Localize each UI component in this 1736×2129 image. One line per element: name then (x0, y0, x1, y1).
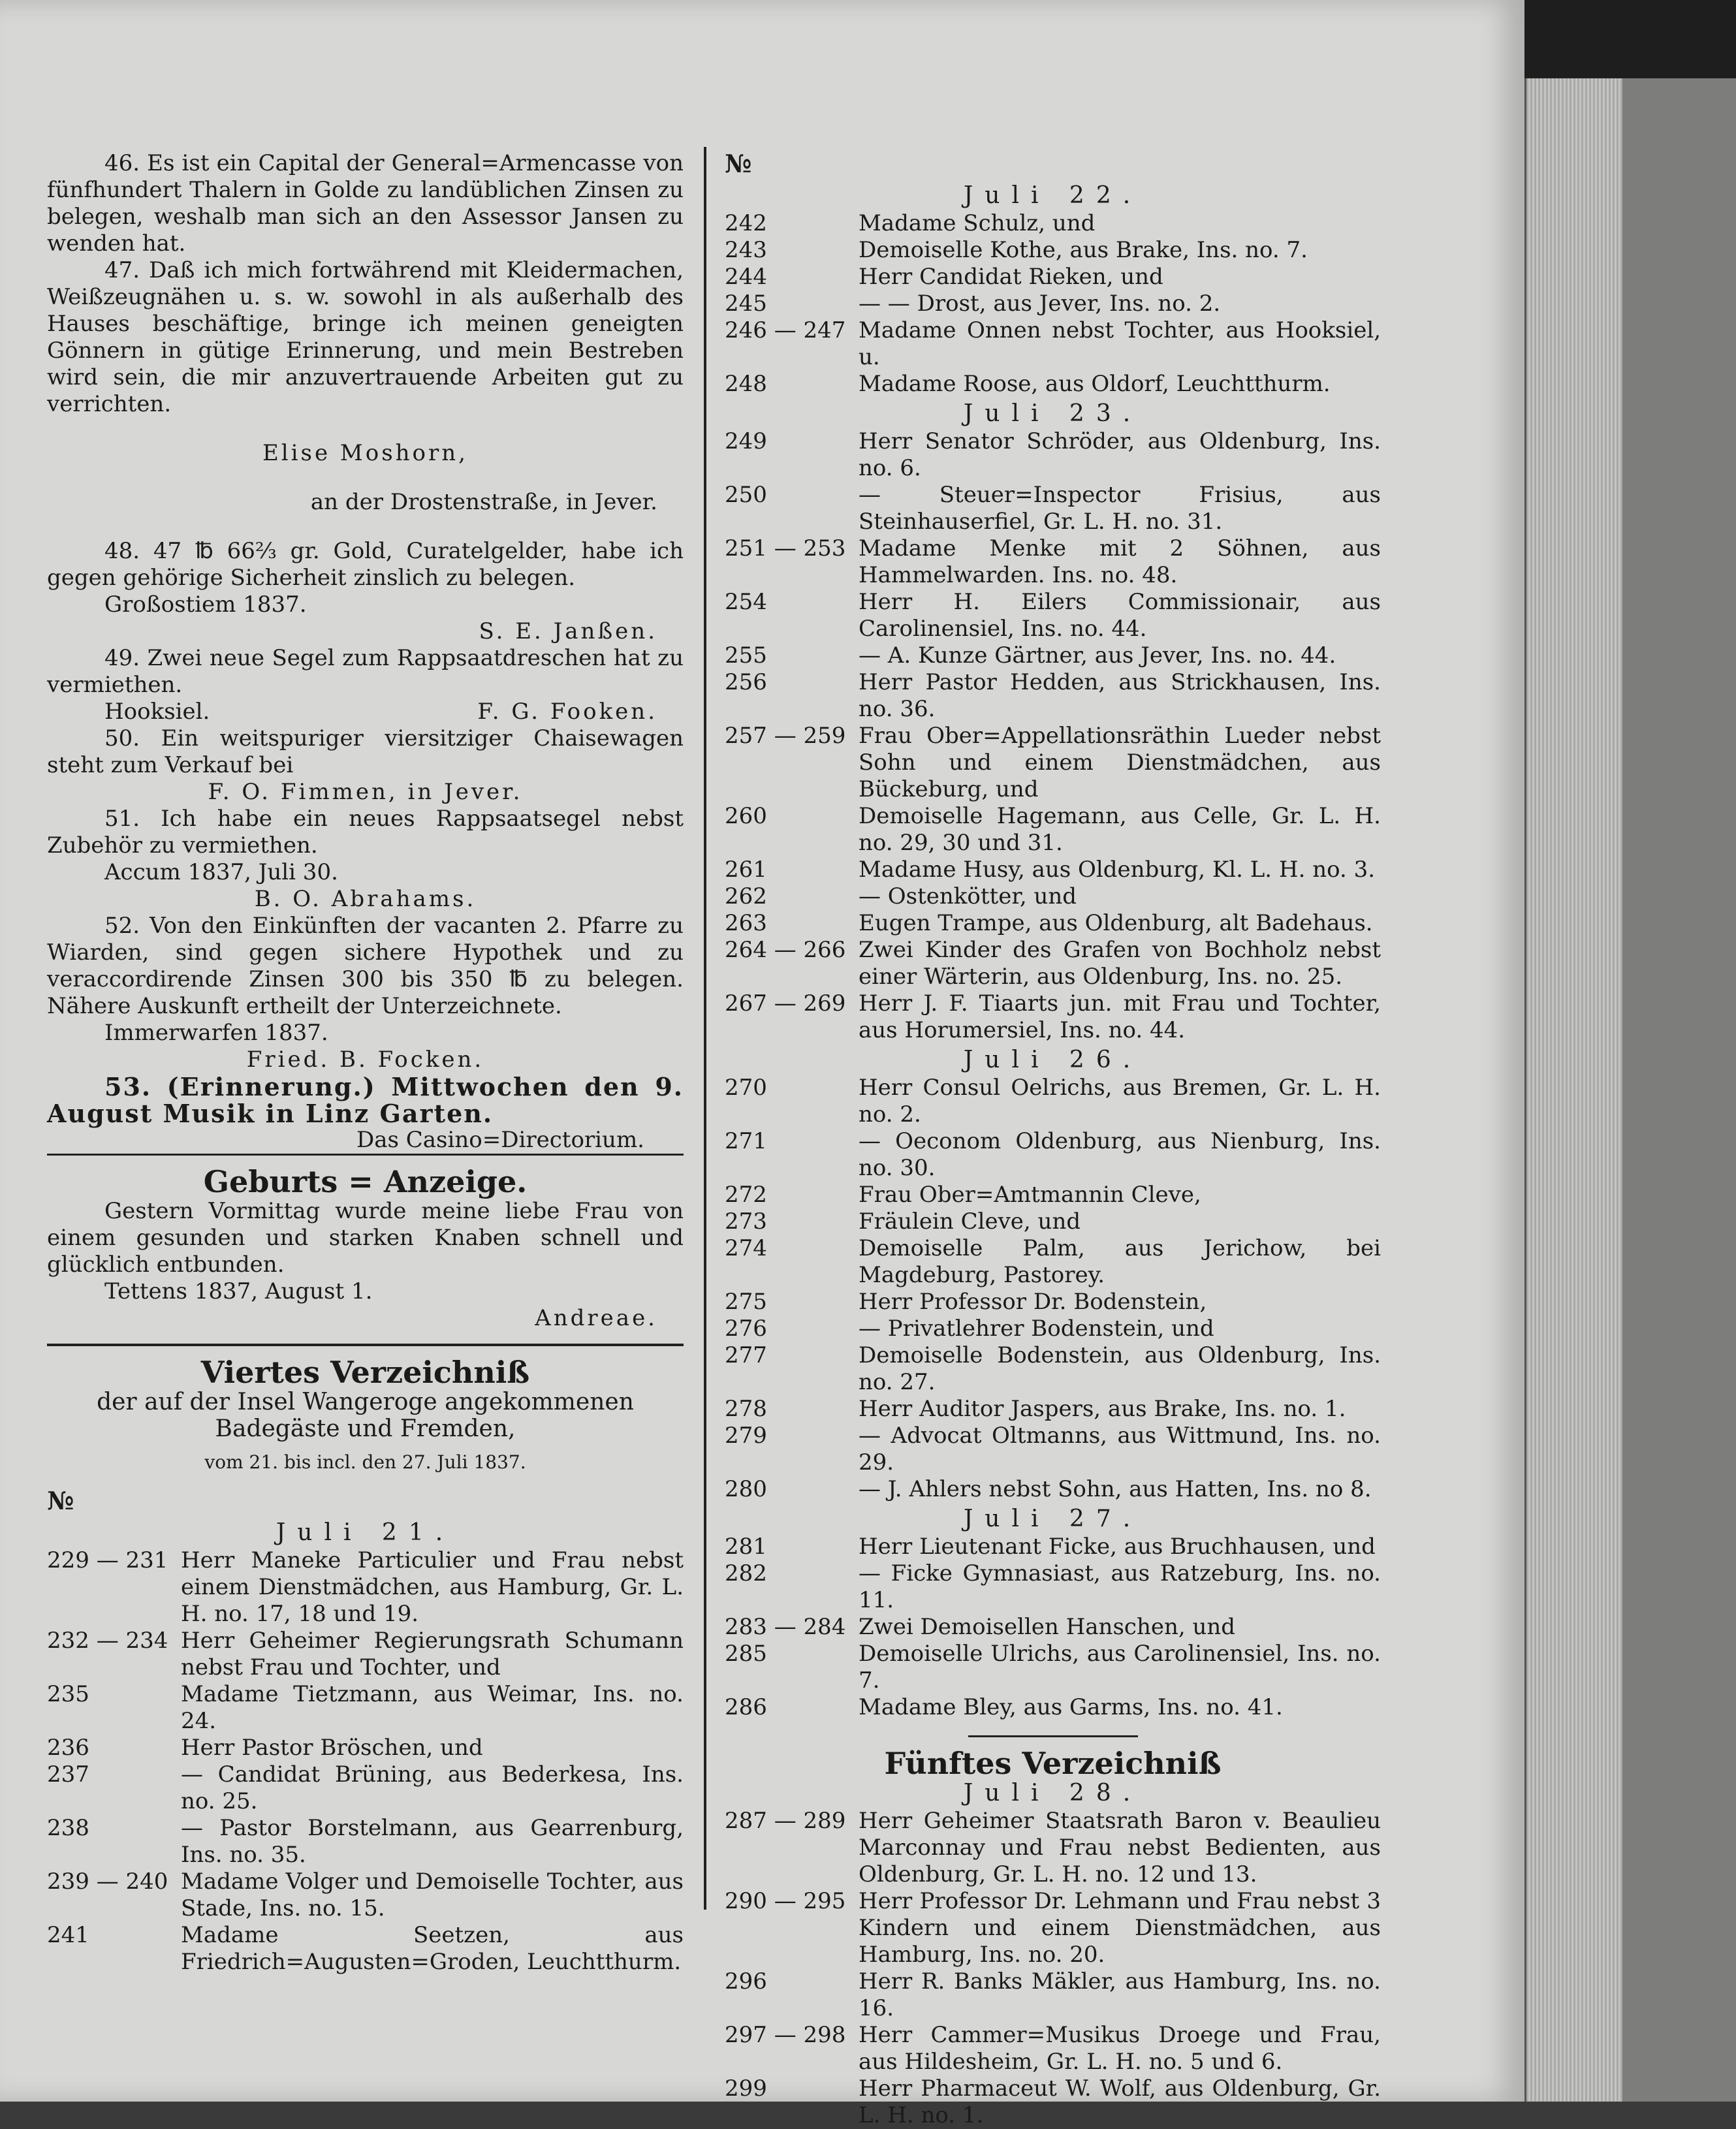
list-entry (725, 237, 1381, 264)
entry-number: 256 (725, 669, 767, 695)
entry-text: Herr J. F. Tiaarts jun. mit Frau und Tochter, aus Horumersiel, Ins. no. 44. (859, 990, 1381, 1043)
entry-text: Demoiselle Kothe, aus Brake, Ins. no. 7. (859, 237, 1308, 263)
ad-52-signature: Fried. B. Focken. (246, 1047, 484, 1073)
ad-51: 51. Ich habe ein neues Rappsaatsegel nebst Zubehör zu vermiethen. (47, 806, 684, 859)
list-entry (47, 1922, 684, 1976)
entry-number: 236 (47, 1735, 89, 1761)
fifth-list-title: Fünftes Verzeichniß (884, 1746, 1222, 1781)
list-entry (725, 317, 1381, 371)
list-entry (725, 2075, 1381, 2129)
entry-number: 239 — 240 (47, 1869, 168, 1895)
entry-text: Herr Maneke Particulier und Frau nebst einem Dienstmädchen, aus Hamburg, Gr. L. H. no. 17, 18 und 19. (181, 1547, 684, 1627)
entry-number: 232 — 234 (47, 1628, 168, 1654)
ad-53: 53. (Erinnerung.) Mittwochen den 9. August Musik in Linz Garten. (47, 1072, 684, 1128)
entry-text: Herr R. Banks Mäkler, aus Hamburg, Ins. no. 16. (859, 1968, 1381, 2021)
list-entry (725, 1423, 1381, 1476)
list-entry (725, 1235, 1381, 1289)
entry-number: 277 (725, 1342, 767, 1368)
entry-number: 283 — 284 (725, 1614, 846, 1640)
entry-text: Herr Senator Schröder, aus Oldenburg, Ins. no. 6. (859, 428, 1381, 481)
entry-number: 241 (47, 1922, 89, 1948)
list-entry (47, 1735, 684, 1761)
entry-number: 254 (725, 589, 767, 615)
entry-number: 296 (725, 1968, 767, 1995)
list-entry (725, 535, 1381, 589)
entry-text: Herr Pastor Bröschen, und (181, 1735, 483, 1761)
entry-number: 281 (725, 1534, 767, 1560)
list-entry (725, 1968, 1381, 2022)
list-entry (725, 428, 1381, 482)
list-entry (725, 1888, 1381, 1968)
entry-number: 257 — 259 (725, 723, 846, 749)
entry-number: 276 (725, 1316, 767, 1342)
entry-text: Demoiselle Ulrichs, aus Carolinensiel, Ins. no. 7. (859, 1641, 1381, 1694)
entry-text: Frau Ober=Amtmannin Cleve, (859, 1182, 1201, 1208)
entry-text: — — Drost, aus Jever, Ins. no. 2. (859, 291, 1221, 317)
list-entry (47, 1628, 684, 1681)
entry-number: 244 (725, 264, 767, 290)
ad-47-address: an der Drostenstraße, in Jever. (310, 489, 657, 515)
entry-text: Zwei Demoisellen Hanschen, und (859, 1614, 1236, 1640)
entry-text: Madame Seetzen, aus Friedrich=Augusten=Groden, Leuchtthurm. (181, 1922, 684, 1975)
list-entry (725, 990, 1381, 1044)
date-heading: Juli 22. (963, 182, 1143, 209)
entry-number: 264 — 266 (725, 937, 846, 963)
number-column-header: № (725, 149, 752, 178)
ad-51-signature: B. O. Abrahams. (254, 886, 477, 912)
entry-number: 235 (47, 1681, 89, 1707)
ad-48: 48. 47 ℔ 66⅔ gr. Gold, Curatelgelder, habe ich gegen gehörige Sicherheit zinslich zu belegen. (47, 538, 684, 591)
list-entry (47, 1547, 684, 1628)
book-cover-edge (1622, 78, 1736, 2102)
list-entry (725, 1128, 1381, 1182)
entry-number: 278 (725, 1396, 767, 1422)
entry-text: Madame Schulz, und (859, 210, 1096, 236)
entry-text: Frau Ober=Appellationsräthin Lueder nebst Sohn und einem Dienstmädchen, aus Bückeburg, und (859, 723, 1381, 802)
list-entry (47, 1815, 684, 1869)
entry-text: — Ostenkötter, und (859, 883, 1077, 909)
entry-number: 229 — 231 (47, 1547, 168, 1573)
entry-number: 299 (725, 2075, 767, 2102)
list-entry (725, 1641, 1381, 1694)
list-entry (725, 1694, 1381, 1721)
entry-number: 249 (725, 428, 767, 454)
list-entry (725, 803, 1381, 857)
entry-number: 270 (725, 1075, 767, 1101)
column-divider (704, 147, 706, 1910)
entry-text: — A. Kunze Gärtner, aus Jever, Ins. no. 44. (859, 642, 1336, 669)
right-column (725, 150, 1381, 2129)
entry-text: Zwei Kinder des Grafen von Bochholz nebst einer Wärterin, aus Oldenburg, Ins. no. 25. (859, 937, 1381, 990)
entry-text: Herr Professor Dr. Lehmann und Frau nebst 3 Kindern und einem Dienstmädchen, aus Hamburg, Ins. no. 20. (859, 1888, 1381, 1968)
birth-signature: Andreae. (535, 1305, 657, 1331)
list-entry (725, 857, 1381, 883)
list-entry (725, 291, 1381, 317)
entry-number: 261 (725, 857, 767, 883)
list-entry (47, 1869, 684, 1922)
entry-number: 238 (47, 1815, 89, 1841)
entry-text: Herr Candidat Rieken, und (859, 264, 1163, 290)
list-entry (725, 883, 1381, 910)
entry-number: 287 — 289 (725, 1808, 846, 1834)
entry-text: Eugen Trampe, aus Oldenburg, alt Badehaus. (859, 910, 1373, 936)
entry-number: 245 (725, 291, 767, 317)
list-entry (725, 1289, 1381, 1316)
list-entry (725, 2022, 1381, 2075)
number-column-header: № (47, 1486, 74, 1515)
entry-number: 237 (47, 1761, 89, 1788)
list-entry (725, 589, 1381, 642)
entry-number: 243 (725, 237, 767, 263)
list-entry (725, 669, 1381, 723)
list-entry (725, 937, 1381, 990)
guest-list (725, 1808, 1381, 2129)
list-entry (725, 1614, 1381, 1641)
entry-number: 242 (725, 210, 767, 236)
entry-text: — Ficke Gymnasiast, aus Ratzeburg, Ins. no. 11. (859, 1560, 1381, 1613)
entry-number: 262 (725, 883, 767, 909)
list-entry (725, 482, 1381, 535)
entry-text: — Advocat Oltmanns, aus Wittmund, Ins. no. 29. (859, 1423, 1381, 1475)
list-entry (725, 1075, 1381, 1128)
date-heading: Juli 26. (963, 1047, 1143, 1073)
ad-46: 46. Es ist ein Capital der General=Armencasse von fünfhundert Thalern in Golde zu landüblichen Zinsen zu belegen, weshalb man sich an den Assessor Jansen zu wenden hat. (47, 150, 684, 257)
list-entry (725, 910, 1381, 937)
list-entry (725, 642, 1381, 669)
ad-47: 47. Daß ich mich fortwährend mit Kleidermachen, Weißzeugnähen u. s. w. sowohl in als außerhalb des Hauses beschäftige, bringe ich meinen geneigten Gönnern in gütige Erinnerung, und mein Bestreben wird sein, die mir anzuvertrauende Arbeiten gut zu verrichten. (47, 257, 684, 417)
entry-number: 248 (725, 371, 767, 397)
entry-number: 290 — 295 (725, 1888, 846, 1914)
entry-number: 251 — 253 (725, 535, 846, 561)
ad-48-place: Großostiem 1837. (104, 591, 307, 618)
date-heading: Juli 28. (963, 1780, 1143, 1806)
entry-text: Madame Tietzmann, aus Weimar, Ins. no. 24. (181, 1681, 684, 1734)
entry-text: Herr Cammer=Musikus Droege und Frau, aus Hildesheim, Gr. L. H. no. 5 und 6. (859, 2022, 1381, 2075)
entry-number: 263 (725, 910, 767, 936)
entry-number: 260 (725, 803, 767, 829)
entry-text: Madame Volger und Demoiselle Tochter, aus Stade, Ins. no. 15. (181, 1869, 684, 1921)
list-entry (725, 371, 1381, 398)
entry-text: — Candidat Brüning, aus Bederkesa, Ins. no. 25. (181, 1761, 684, 1814)
entry-text: Fräulein Cleve, und (859, 1208, 1081, 1235)
left-column (47, 150, 684, 1976)
entry-text: — Steuer=Inspector Frisius, aus Steinhauserfiel, Gr. L. H. no. 31. (859, 482, 1381, 535)
list-entry (725, 264, 1381, 291)
entry-text: — J. Ahlers nebst Sohn, aus Hatten, Ins. no 8. (859, 1476, 1372, 1502)
entry-text: Demoiselle Hagemann, aus Celle, Gr. L. H. no. 29, 30 und 31. (859, 803, 1381, 856)
entry-number: 297 — 298 (725, 2022, 846, 2048)
ad-49: 49. Zwei neue Segel zum Rappsaatdreschen hat zu vermiethen. (47, 645, 684, 698)
entry-number: 280 (725, 1476, 767, 1502)
ad-53-signature: Das Casino=Directorium. (47, 1127, 684, 1156)
entry-text: — Pastor Borstelmann, aus Gearrenburg, Ins. no. 35. (181, 1815, 684, 1868)
entry-text: Herr Auditor Jaspers, aus Brake, Ins. no. 1. (859, 1396, 1346, 1422)
entry-number: 275 (725, 1289, 767, 1315)
list-entry (725, 210, 1381, 237)
date-heading: Juli 27. (963, 1506, 1143, 1532)
entry-text: Herr H. Eilers Commissionair, aus Carolinensiel, Ins. no. 44. (859, 589, 1381, 642)
entry-number: 250 (725, 482, 767, 508)
ad-50-signature: F. O. Fimmen, in Jever. (208, 779, 523, 805)
entry-number: 274 (725, 1235, 767, 1261)
entry-text: Madame Husy, aus Oldenburg, Kl. L. H. no. 3. (859, 857, 1376, 883)
entry-text: Herr Consul Oelrichs, aus Bremen, Gr. L. H. no. 2. (859, 1075, 1381, 1128)
entry-number: 279 (725, 1423, 767, 1449)
list-entry (725, 723, 1381, 803)
ad-49-place: Hooksiel. (104, 699, 210, 725)
book-page-edges (1524, 78, 1624, 2102)
list-entry (725, 1316, 1381, 1342)
list-title: Viertes Verzeichniß (200, 1355, 530, 1390)
entry-number: 267 — 269 (725, 990, 846, 1017)
guest-list (725, 182, 1381, 1721)
list-entry (725, 1182, 1381, 1208)
ad-51-place: Accum 1837, Juli 30. (104, 859, 338, 885)
entry-text: Herr Pharmaceut W. Wolf, aus Oldenburg, Gr. L. H. no. 1. (859, 2075, 1381, 2128)
list-entry (725, 1342, 1381, 1396)
entry-number: 246 — 247 (725, 317, 846, 343)
guest-list (47, 1547, 684, 1976)
entry-number: 286 (725, 1694, 767, 1720)
entry-text: Madame Roose, aus Oldorf, Leuchtthurm. (859, 371, 1331, 397)
list-entry (47, 1761, 684, 1815)
entry-text: Herr Professor Dr. Bodenstein, (859, 1289, 1207, 1315)
section-rule (968, 1735, 1138, 1737)
entry-number: 271 (725, 1128, 767, 1154)
list-entry (725, 1208, 1381, 1235)
entry-text: Herr Geheimer Staatsrath Baron v. Beaulieu Marconnay und Frau nebst Bedienten, aus Oldenburg, Gr. L. H. no. 12 und 13. (859, 1808, 1381, 1887)
entry-text: Herr Lieutenant Ficke, aus Bruchhausen, und (859, 1534, 1376, 1560)
list-entry (725, 1534, 1381, 1560)
list-entry (47, 1681, 684, 1735)
entry-text: Madame Onnen nebst Tochter, aus Hooksiel, u. (859, 317, 1381, 370)
list-entry (725, 1560, 1381, 1614)
entry-number: 272 (725, 1182, 767, 1208)
entry-text: Herr Pastor Hedden, aus Strickhausen, Ins. no. 36. (859, 669, 1381, 722)
list-entry (725, 1476, 1381, 1503)
ad-52-place: Immerwarfen 1837. (104, 1020, 328, 1046)
list-entry (725, 1396, 1381, 1423)
entry-number: 285 (725, 1641, 767, 1667)
entry-text: Demoiselle Palm, aus Jerichow, bei Magdeburg, Pastorey. (859, 1235, 1381, 1288)
ad-49-signature: F. G. Fooken. (477, 699, 657, 725)
birth-place: Tettens 1837, August 1. (104, 1278, 373, 1304)
ad-48-signature: S. E. Janßen. (479, 618, 657, 644)
date-heading: Juli 21. (276, 1519, 455, 1546)
entry-text: Herr Geheimer Regierungsrath Schumann nebst Frau und Tochter, und (181, 1628, 684, 1680)
entry-text: — Oeconom Oldenburg, aus Nienburg, Ins. no. 30. (859, 1128, 1381, 1181)
section-rule (47, 1344, 684, 1346)
date-heading: Juli 23. (963, 400, 1143, 427)
ad-52: 52. Von den Einkünften der vacanten 2. Pfarre zu Wiarden, sind gegen sichere Hypothek und zu veraccordirende Zinsen 300 bis 350 ℔ zu belegen. Nähere Auskunft ertheilt der Unterzeichnete. (47, 913, 684, 1019)
birth-heading: Geburts = Anzeige. (203, 1164, 528, 1199)
ad-47-signature: Elise Moshorn, (262, 440, 468, 466)
entry-number: 273 (725, 1208, 767, 1235)
entry-text: Madame Menke mit 2 Söhnen, aus Hammelwarden. Ins. no. 48. (859, 535, 1381, 588)
entry-text: Madame Bley, aus Garms, Ins. no. 41. (859, 1694, 1283, 1720)
list-subtitle: der auf der Insel Wangeroge angekommenen Badegäste und Fremden, (97, 1389, 634, 1442)
list-entry (725, 1808, 1381, 1888)
entry-text: — Privatlehrer Bodenstein, und (859, 1316, 1214, 1342)
entry-text: Demoiselle Bodenstein, aus Oldenburg, Ins. no. 27. (859, 1342, 1381, 1395)
list-range: vom 21. bis incl. den 27. Juli 1837. (204, 1451, 526, 1473)
entry-number: 255 (725, 642, 767, 669)
birth-text: Gestern Vormittag wurde meine liebe Frau von einem gesunden und starken Knaben schnell und glücklich entbunden. (47, 1198, 684, 1278)
entry-number: 282 (725, 1560, 767, 1586)
ad-50: 50. Ein weitspuriger viersitziger Chaisewagen steht zum Verkauf bei (47, 725, 684, 778)
